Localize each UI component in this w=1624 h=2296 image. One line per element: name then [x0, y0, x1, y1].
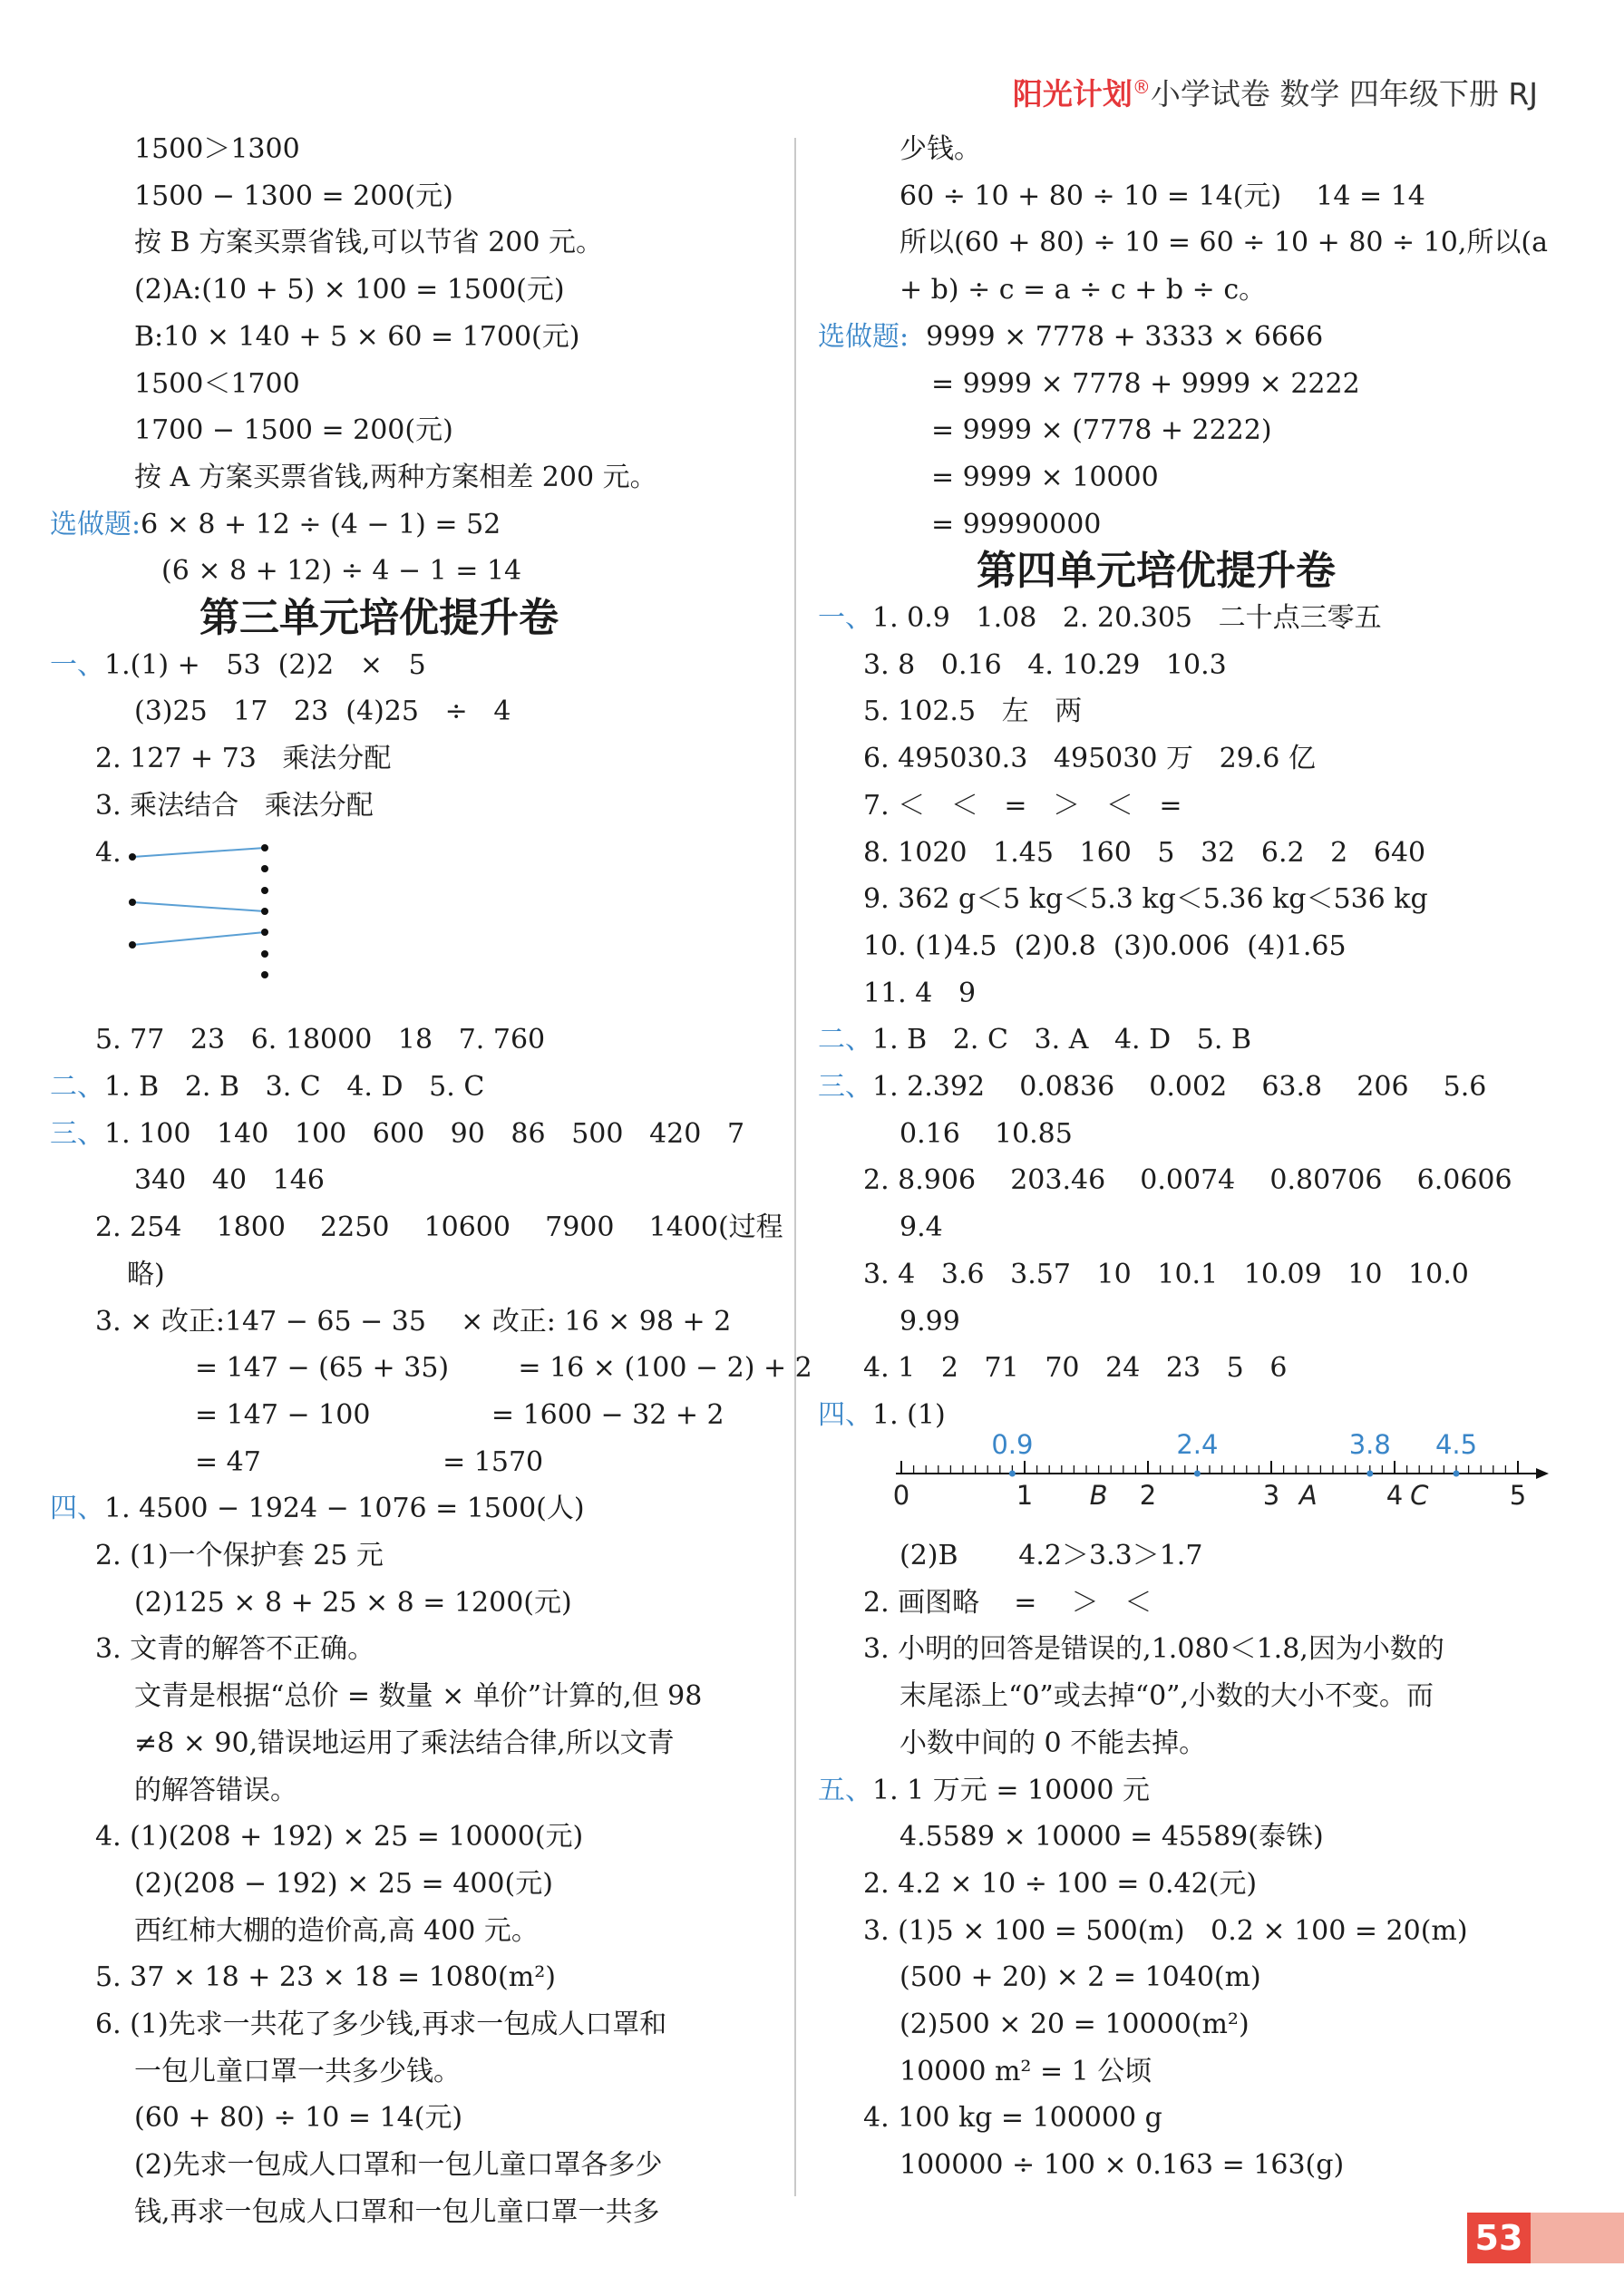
answer-line [863, 976, 976, 1012]
answer-line [900, 179, 1425, 215]
answer-line [900, 1726, 1206, 1762]
answer-line [134, 1678, 702, 1715]
answer-text: 5. 77 23 6. 18000 18 7. 760 [95, 1024, 546, 1056]
tick-label: 1 [1016, 1480, 1034, 1511]
point-label: 3.8 [1348, 1429, 1391, 1460]
page-header [1013, 71, 1538, 113]
answer-text: 略) [127, 1258, 165, 1290]
answer-text: 2. 127 + 73 乘法分配 [95, 743, 392, 775]
answer-text: 1. B 2. B 3. C 4. D 5. C [104, 1071, 485, 1103]
matching-diagram [127, 843, 399, 988]
answer-text: 3. 小明的回答是错误的,1.080＜1.8,因为小数的 [863, 1633, 1444, 1666]
answer-text: 60 ÷ 10 + 80 ÷ 10 = 14(元) 14 = 14 [900, 180, 1425, 212]
answer-text: 3. 4 3.6 3.57 10 10.1 10.09 10 10.0 [863, 1258, 1469, 1290]
section-marker: 四、 [50, 1493, 104, 1525]
section-marker: 选做题: [50, 508, 141, 540]
answer-text: 5. 37 × 18 + 23 × 18 = 1080(m²) [95, 1961, 556, 1994]
answer-text: 9.4 [900, 1211, 943, 1244]
answer-text: 5. 102.5 左 两 [863, 696, 1083, 728]
answer-line [900, 1819, 1324, 1855]
answer-text: 1.(1) + 53 (2)2 × 5 [104, 648, 426, 681]
answer-line [900, 2007, 1250, 2043]
answer-text: (2)A:(10 + 5) × 100 = 1500(元) [134, 274, 565, 306]
answer-text: 2. 8.906 203.46 0.0074 0.80706 6.0606 [863, 1164, 1512, 1197]
tick-label: 5 [1509, 1480, 1527, 1511]
answer-text: 1700 − 1500 = 200(元) [134, 414, 453, 447]
answer-line [134, 2194, 660, 2231]
answer-text: 8. 1020 1.45 160 5 32 6.2 2 640 [863, 836, 1426, 869]
answer-text: 4.5589 × 10000 = 45589(泰铢) [900, 1821, 1324, 1853]
section-marker: 选做题: [818, 320, 909, 353]
answer-text: 4. 1 2 71 70 24 23 5 6 [863, 1352, 1288, 1385]
answer-line [95, 1538, 384, 1574]
answer-text: (2)500 × 20 = 10000(m²) [900, 2009, 1250, 2040]
answer-text: 6 × 8 + 12 ÷ (4 − 1) = 52 [141, 508, 501, 540]
column-divider [794, 138, 796, 2196]
answer-text: = 47 = 1570 [195, 1445, 544, 1478]
answer-line [95, 1210, 783, 1246]
answer-text: (3)25 17 23 (4)25 ÷ 4 [134, 696, 511, 728]
answer-text: 10000 m² = 1 公顷 [900, 2055, 1152, 2087]
answer-text: 2. 4.2 × 10 ÷ 100 = 0.42(元) [863, 1867, 1258, 1900]
answer-text: 钱,再求一包成人口罩和一包儿童口罩一共多 [134, 2195, 660, 2228]
answer-text: 1. B 2. C 3. A 4. D 5. B [872, 1024, 1251, 1056]
answer-line [134, 2147, 663, 2184]
answer-text: 9.99 [900, 1305, 960, 1338]
match-line [132, 932, 265, 945]
answer-line [863, 1913, 1468, 1950]
answer-text: 1. 0.9 1.08 2. 20.305 二十点三零五 [872, 602, 1382, 634]
answer-text: 7. ＜ ＜ = ＞ ＜ = [863, 789, 1182, 822]
answer-line [134, 319, 579, 355]
answer-text: = 147 − 100 = 1600 − 32 + 2 [195, 1398, 724, 1431]
answer-text: (2)(208 − 192) × 25 = 400(元) [134, 1867, 553, 1900]
answer-line [134, 1726, 675, 1762]
answer-line [50, 1491, 585, 1527]
section-marker: 一、 [50, 648, 104, 681]
section-marker: 五、 [818, 1774, 872, 1806]
answer-line [95, 835, 122, 871]
number-point [1454, 1471, 1460, 1477]
point-letter: A [1298, 1480, 1318, 1511]
answer-line [95, 1022, 545, 1058]
answer-text: 1. 100 140 100 600 90 86 500 420 7 [104, 1117, 745, 1150]
answer-text: 小数中间的 0 不能去掉。 [900, 1727, 1207, 1759]
answer-line [863, 788, 1182, 824]
tick-label: 0 [892, 1480, 910, 1511]
answer-line [50, 507, 501, 543]
answer-line [134, 460, 657, 496]
answer-line [863, 694, 1082, 730]
section-title [977, 547, 1336, 596]
answer-line [195, 1350, 812, 1386]
header-reg-mark: ® [1132, 76, 1151, 98]
answer-line [134, 1866, 553, 1902]
match-dot [261, 844, 268, 851]
answer-line [195, 1397, 724, 1434]
section-marker: 三、 [50, 1117, 104, 1150]
answer-line [900, 1678, 1434, 1715]
answer-text: 一包儿童口罩一共多少钱。 [134, 2055, 461, 2087]
answer-text: (2)先求一包成人口罩和一包儿童口罩各多少 [134, 2149, 663, 2182]
answer-line [863, 2100, 1162, 2136]
header-brand: 阳光计划 [1012, 76, 1133, 112]
answer-text: 西红柿大棚的造价高,高 400 元。 [134, 1914, 539, 1947]
answer-line [134, 2054, 461, 2090]
answer-text: B:10 × 140 + 5 × 60 = 1700(元) [134, 320, 580, 353]
match-dot [129, 899, 136, 906]
answer-line [863, 881, 1428, 918]
answer-text: (500 + 20) × 2 = 1040(m) [900, 1961, 1261, 1994]
answer-text: (2)125 × 8 + 25 × 8 = 1200(元) [134, 1586, 572, 1619]
answer-line [900, 1304, 960, 1340]
answer-text: 少钱。 [900, 133, 981, 165]
answer-line [134, 179, 453, 215]
match-dot [261, 887, 268, 894]
number-point [1009, 1471, 1016, 1477]
answer-line [95, 788, 374, 824]
match-dot [129, 853, 136, 861]
point-label: 0.9 [991, 1429, 1034, 1460]
tick-label: 2 [1139, 1480, 1157, 1511]
answer-text: 100000 ÷ 100 × 0.163 = 163(g) [900, 2149, 1345, 2182]
section-marker: 一、 [818, 602, 872, 634]
answer-line [134, 1773, 297, 1809]
point-label: 4.5 [1434, 1429, 1478, 1460]
answer-line [134, 2100, 462, 2136]
match-dot [261, 865, 268, 872]
answer-text: 1500＜1700 [134, 367, 300, 400]
answer-text: 1. 2.392 0.0836 0.002 63.8 206 5.6 [872, 1071, 1487, 1103]
header-title: 小学试卷 数学 四年级下册 RJ [1150, 76, 1538, 112]
section-marker: 四、 [818, 1398, 872, 1431]
answer-line [900, 131, 981, 168]
answer-text: 3. 乘法结合 乘法分配 [95, 789, 374, 822]
answer-line [195, 1445, 543, 1481]
answer-line [818, 1022, 1251, 1058]
match-dot [261, 971, 268, 978]
answer-text: = 9999 × 7778 + 9999 × 2222 [931, 367, 1360, 400]
answer-line [50, 1116, 744, 1153]
answer-line [863, 929, 1347, 965]
answer-line [161, 553, 521, 589]
answer-text: 第四单元培优提升卷 [977, 548, 1336, 595]
answer-line [863, 1350, 1287, 1386]
answer-line [95, 741, 391, 777]
answer-text: + b) ÷ c = a ÷ c + b ÷ c。 [900, 274, 1267, 306]
answer-text: 10. (1)4.5 (2)0.8 (3)0.006 (4)1.65 [863, 929, 1347, 962]
answer-line [127, 1257, 165, 1293]
answer-text: 1. (1) [872, 1398, 946, 1431]
match-dot [261, 950, 268, 958]
point-label: 2.4 [1176, 1429, 1219, 1460]
answer-line [931, 507, 1101, 543]
number-point [1366, 1471, 1373, 1477]
answer-line [50, 1069, 484, 1105]
answer-line [900, 225, 1548, 261]
answer-line [900, 1116, 1073, 1153]
answer-text: 文青是根据“总价 = 数量 × 单价”计算的,但 98 [134, 1680, 703, 1713]
answer-text: 0.16 10.85 [900, 1117, 1073, 1150]
section-title [199, 594, 559, 643]
answer-text: 按 B 方案买票省钱,可以节省 200 元。 [134, 227, 603, 259]
answer-line [863, 1866, 1257, 1902]
answer-line [931, 366, 1360, 403]
answer-line [134, 366, 300, 403]
answer-text: = 9999 × 10000 [931, 461, 1159, 493]
answer-line [863, 647, 1227, 684]
tick-label: 4 [1386, 1480, 1404, 1511]
answer-line [134, 413, 453, 449]
answer-line [134, 225, 603, 261]
answer-text: 6. 495030.3 495030 万 29.6 亿 [863, 743, 1316, 775]
answer-text: 6. (1)先求一共花了多少钱,再求一包成人口罩和 [95, 2009, 667, 2040]
answer-line [134, 694, 511, 730]
answer-text: 3. 文青的解答不正确。 [95, 1633, 375, 1666]
answer-line [863, 1257, 1469, 1293]
answer-text: 9999 × 7778 + 3333 × 6666 [909, 320, 1324, 353]
answer-line [95, 1631, 374, 1668]
answer-text: 1500＞1300 [134, 133, 300, 165]
match-dot [261, 908, 268, 915]
answer-line [818, 600, 1382, 637]
answer-text: 1. 4500 − 1924 − 1076 = 1500(人) [104, 1493, 585, 1525]
answer-line [95, 1819, 583, 1855]
answer-line [863, 741, 1316, 777]
answer-text: 11. 4 9 [863, 977, 977, 1009]
answer-line [134, 131, 300, 168]
match-dot [129, 941, 136, 949]
answer-text: 3. (1)5 × 100 = 500(m) 0.2 × 100 = 20(m) [863, 1914, 1468, 1947]
page-number: 53 [1467, 2213, 1531, 2263]
answer-line [50, 647, 426, 684]
answer-text: 的解答错误。 [134, 1774, 297, 1806]
point-letter: C [1410, 1480, 1429, 1511]
answer-line [900, 272, 1266, 308]
match-dot [261, 929, 268, 936]
answer-text: 4. (1)(208 + 192) × 25 = 10000(元) [95, 1821, 584, 1853]
answer-line [818, 1069, 1486, 1105]
tick-label: 3 [1262, 1480, 1280, 1511]
answer-text: = 147 − (65 + 35) = 16 × (100 − 2) + 2 [195, 1352, 812, 1385]
answer-line [900, 1960, 1261, 1996]
answer-line [931, 460, 1159, 496]
answer-text: 末尾添上“0”或去掉“0”,小数的大小不变。而 [900, 1680, 1434, 1713]
answer-line [900, 2054, 1152, 2090]
answer-text: 所以(60 + 80) ÷ 10 = 60 ÷ 10 + 80 ÷ 10,所以(a [900, 227, 1549, 259]
answer-text: 340 40 146 [134, 1164, 325, 1197]
answer-line [95, 1960, 556, 1996]
answer-text: 3. × 改正:147 − 65 − 35 × 改正: 16 × 98 + 2 [95, 1305, 732, 1338]
answer-line [95, 1304, 731, 1340]
answer-text: = 99990000 [931, 508, 1102, 540]
point-letter: B [1089, 1480, 1108, 1511]
number-line-arrow [1536, 1468, 1549, 1479]
match-line [132, 848, 265, 857]
section-marker: 二、 [50, 1071, 104, 1103]
answer-line [863, 835, 1425, 871]
page-number-strip [1531, 2213, 1624, 2263]
answer-line [818, 1397, 946, 1434]
answer-line [900, 1210, 943, 1246]
answer-text: 4. 100 kg = 100000 g [863, 2102, 1162, 2135]
answer-line [818, 319, 1323, 355]
answer-line [134, 1163, 325, 1199]
answer-text: 2. 254 1800 2250 10600 7900 1400(过程 [95, 1211, 783, 1244]
answer-line [931, 413, 1272, 449]
answer-text: (60 + 80) ÷ 10 = 14(元) [134, 2102, 463, 2135]
answer-line [863, 1631, 1444, 1668]
answer-text: 按 A 方案买票省钱,两种方案相差 200 元。 [134, 461, 657, 493]
answer-text: 1. 1 万元 = 10000 元 [872, 1774, 1150, 1806]
answer-line [863, 1585, 1152, 1621]
answer-text: ≠8 × 90,错误地运用了乘法结合律,所以文青 [134, 1727, 675, 1759]
answer-line [863, 1163, 1512, 1199]
answer-line [134, 1913, 539, 1950]
answer-text: (2)B 4.2＞3.3＞1.7 [900, 1540, 1203, 1571]
answer-line [900, 1538, 1202, 1574]
answer-line [134, 272, 565, 308]
answer-line [95, 2007, 666, 2043]
answer-text: 2. (1)一个保护套 25 元 [95, 1540, 384, 1571]
section-marker: 三、 [818, 1071, 872, 1103]
answer-line [900, 2147, 1344, 2184]
number-point [1194, 1471, 1201, 1477]
answer-text: 1500 − 1300 = 200(元) [134, 180, 453, 212]
answer-text: 4. [95, 836, 122, 869]
match-line [132, 902, 265, 911]
number-line [890, 1424, 1580, 1523]
answer-line [818, 1773, 1150, 1809]
section-marker: 二、 [818, 1024, 872, 1056]
answer-text: 9. 362 g＜5 kg＜5.3 kg＜5.36 kg＜536 kg [863, 883, 1428, 916]
answer-line [134, 1585, 572, 1621]
answer-text: = 9999 × (7778 + 2222) [931, 414, 1272, 447]
answer-text: 第三单元培优提升卷 [199, 595, 559, 641]
answer-text: 3. 8 0.16 4. 10.29 10.3 [863, 648, 1227, 681]
answer-text: 2. 画图略 = ＞ ＜ [863, 1586, 1152, 1619]
answer-text: (6 × 8 + 12) ÷ 4 − 1 = 14 [161, 555, 522, 588]
